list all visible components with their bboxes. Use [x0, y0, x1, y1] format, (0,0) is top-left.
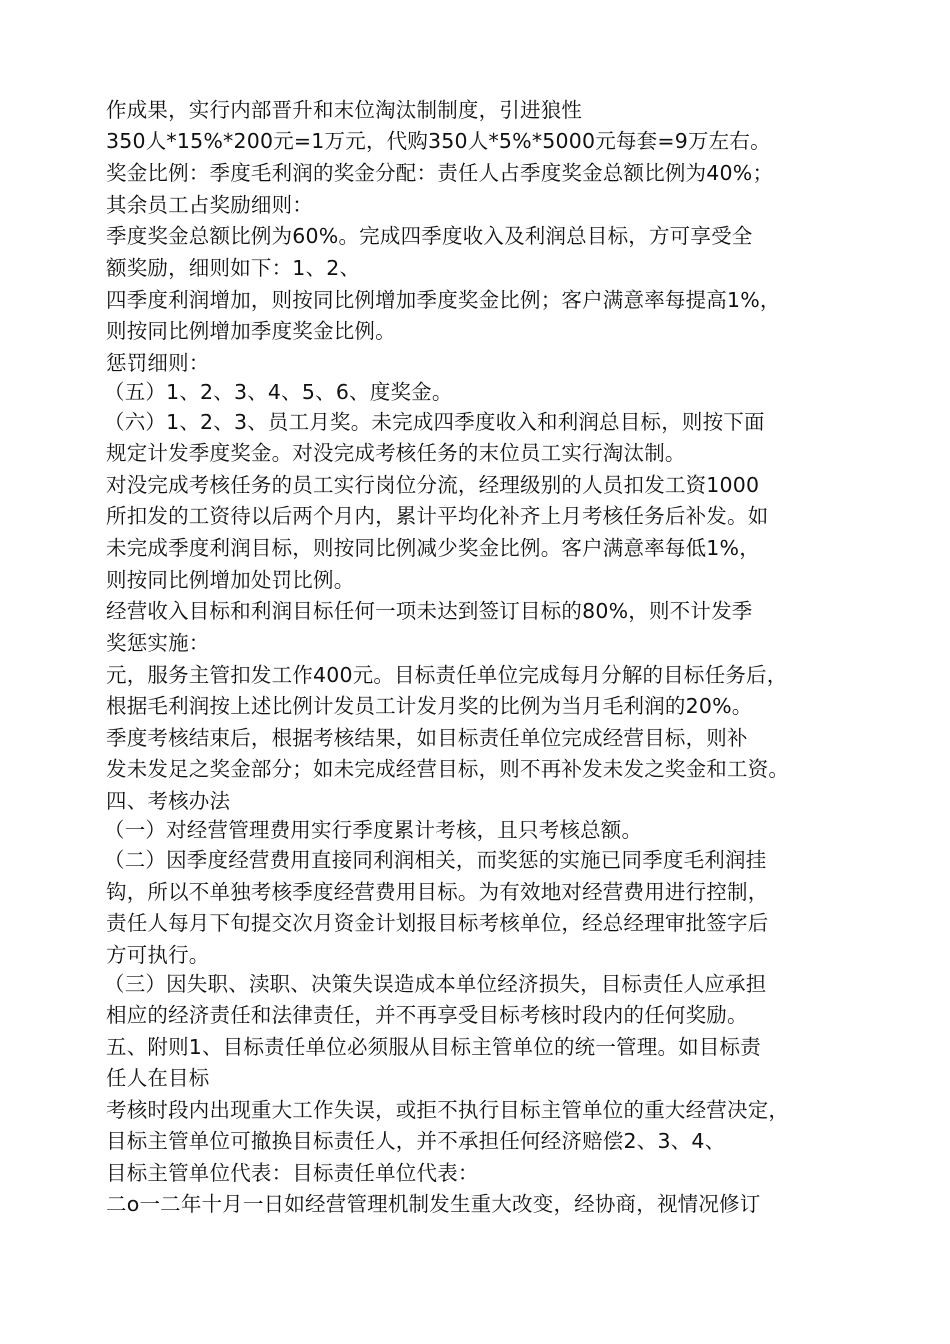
text-line: （二）因季度经营费用直接同利润相关，而奖惩的实施已同季度毛利润挂: [104, 848, 767, 872]
text-line: 责任人每月下旬提交次月资金计划报目标考核单位，经总经理审批签字后: [106, 911, 769, 935]
text-line: 相应的经济责任和法律责任，并不再享受目标考核时段内的任何奖励。: [106, 1003, 748, 1027]
text-line: 其余员工占奖励细则：: [106, 193, 313, 217]
text-line: 任人在目标: [106, 1066, 210, 1090]
text-line: 四季度利润增加，则按同比例增加季度奖金比例；客户满意率每提高1%，: [106, 288, 781, 312]
text-line: 额奖励，细则如下：1、2、: [106, 256, 361, 280]
text-line: 季度考核结束后，根据考核结果，如目标责任单位完成经营目标，则补: [106, 726, 748, 750]
text-line: （六）1、2、3、员工月奖。未完成四季度收入和利润总目标，则按下面: [104, 410, 765, 434]
text-line: 奖惩实施：: [106, 631, 210, 655]
text-line: 考核时段内出现重大工作失误，或拒不执行目标主管单位的重大经营决定，: [106, 1098, 790, 1122]
text-line: 则按同比例增加处罚比例。: [106, 568, 355, 592]
text-line: （三）因失职、渎职、决策失误造成本单位经济损失，目标责任人应承担: [104, 972, 767, 996]
section-heading: 五、附则1、目标责任单位必须服从目标主管单位的统一管理。如目标责: [106, 1035, 761, 1059]
text-line: 惩罚细则：: [106, 351, 210, 375]
text-line: （一）对经营管理费用实行季度累计考核，且只考核总额。: [104, 818, 643, 842]
text-line: 根据毛利润按上述比例计发员工计发月奖的比例为当月毛利润的20%。: [106, 694, 753, 718]
section-heading: 四、考核办法: [106, 789, 231, 813]
text-line: 元，服务主管扣发工作400元。目标责任单位完成每月分解的目标任务后，: [106, 663, 788, 687]
text-line: 则按同比例增加季度奖金比例。: [106, 319, 396, 343]
text-line: 作成果，实行内部晋升和末位淘汰制制度，引进狼性: [106, 98, 583, 122]
text-line: 经营收入目标和利润目标任何一项未达到签订目标的80%，则不计发季: [106, 599, 753, 623]
text-line: 奖金比例：季度毛利润的奖金分配：责任人占季度奖金总额比例为40%；: [106, 161, 774, 185]
text-line: 未完成季度利润目标，则按同比例减少奖金比例。客户满意率每低1%，: [106, 536, 760, 560]
text-line: （五）1、2、3、4、5、6、度奖金。: [104, 380, 453, 404]
text-line: 所扣发的工资待以后两个月内，累计平均化补齐上月考核任务后补发。如: [106, 504, 769, 528]
text-line: 方可执行。: [106, 943, 210, 967]
text-line: 规定计发季度奖金。对没完成考核任务的末位员工实行淘汰制。: [106, 441, 686, 465]
text-line: 二o一二年十月一日如经营管理机制发生重大改变，经协商，视情况修订: [106, 1192, 761, 1216]
text-line: 季度奖金总额比例为60%。完成四季度收入及利润总目标，方可享受全: [106, 224, 753, 248]
text-line: 对没完成考核任务的员工实行岗位分流，经理级别的人员扣发工资1000: [106, 473, 760, 497]
text-line: 发未发足之奖金部分；如未完成经营目标，则不再补发未发之奖金和工资。: [106, 757, 790, 781]
text-line: 350人*15%*200元=1万元，代购350人*5%*5000元每套=9万左右。: [106, 129, 771, 153]
text-line: 目标主管单位可撤换目标责任人，并不承担任何经济赔偿2、3、4、: [106, 1129, 726, 1153]
text-line: 钩，所以不单独考核季度经营费用目标。为有效地对经营费用进行控制，: [106, 880, 769, 904]
text-line: 目标主管单位代表：目标责任单位代表：: [106, 1161, 479, 1185]
